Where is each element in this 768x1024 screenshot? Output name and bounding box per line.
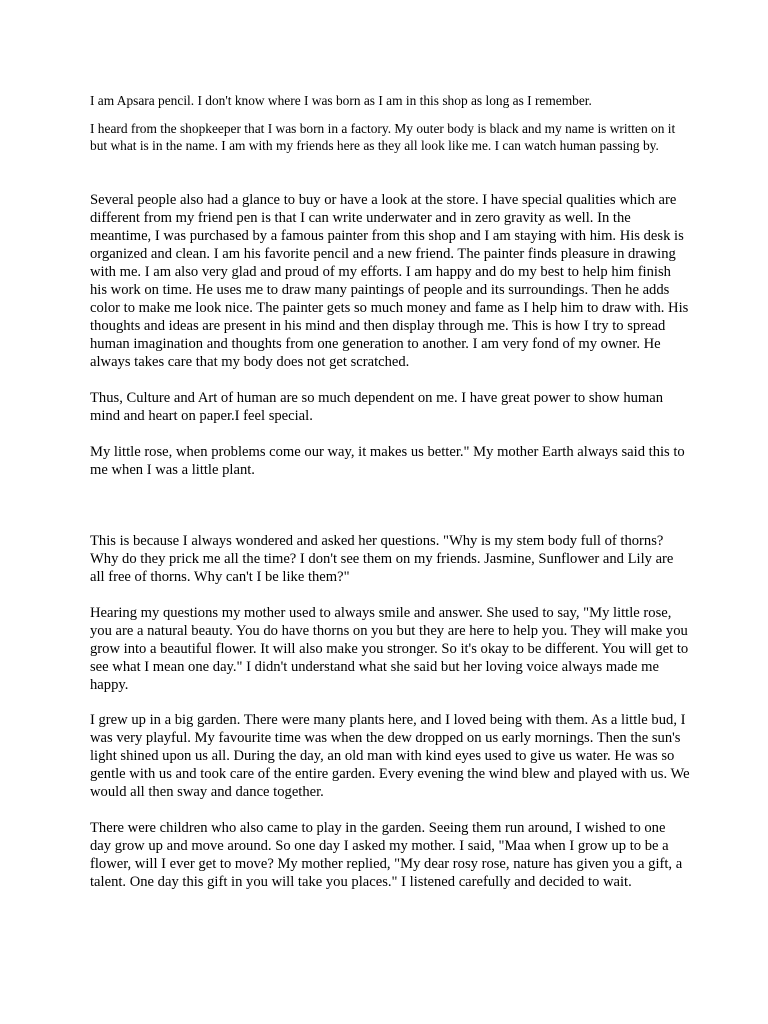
paragraph-8: I grew up in a big garden. There were many plants here, and I loved being with them. As a little bud, I was very playful. My favourite time was when the dew dropped on us early mornings. Then the sun's light shined upon us all. During the day, an old man with kind eyes used to give us water. He was so gentle with us and took care of the entire garden. Every evening the wind blew and played with us. We would all then sway and dance together.	[90, 712, 690, 800]
paragraph-5: My little rose, when problems come our way, it makes us better." My mother Earth always said this to me when I was a little plant.	[90, 444, 685, 478]
paragraph-6: This is because I always wondered and asked her questions. "Why is my stem body full of thorns? Why do they prick me all the time? I don't see them on my friends. Jasmine, Sunflower and Lily are all free of thorns. Why can't I be like them?"	[90, 533, 674, 585]
paragraph-9: There were children who also came to play in the garden. Seeing them run around, I wished to one day grow up and move around. So one day I asked my mother. I said, "Maa when I grow up to be a flower, will I ever get to move? My mother replied, "My dear rosy rose, nature has given you a gift, a talent. One day this gift in you will take you places." I listened carefully and decided to wait.	[90, 820, 683, 890]
paragraph-7: Hearing my questions my mother used to always smile and answer. She used to say, "My little rose, you are a natural beauty. You do have thorns on you but they are here to help you. They will make you grow into a beautiful flower. It will also make you stronger. So it's okay to be different. You will get to see what I mean one day." I didn't understand what she said but her loving voice always made me happy.	[90, 605, 689, 693]
paragraph-3: Several people also had a glance to buy or have a look at the store. I have special qualities which are different from my friend pen is that I can write underwater and in zero gravity as well. In the meantime, I was purchased by a famous painter from this shop and I am staying with him. His desk is organized and clean. I am his favorite pencil and a new friend. The painter finds pleasure in drawing with me. I am also very glad and proud of my efforts. I am happy and do my best to help him finish his work on time. He uses me to draw many paintings of people and its surroundings. Then he adds color to make me look nice. The painter gets so much money and fame as I help him to draw with. His thoughts and ideas are present in his mind and then display through me. This is how I try to spread human imagination and thoughts from one generation to another. I am very fond of my owner. He always takes care that my body does not get scratched.	[90, 192, 689, 370]
paragraph-1: I am Apsara pencil. I don't know where I was born as I am in this shop as long as I remember.	[90, 93, 592, 108]
paragraph-4: Thus, Culture and Art of human are so much dependent on me. I have great power to show human mind and heart on paper.I feel special.	[90, 390, 664, 424]
paragraph-2: I heard from the shopkeeper that I was born in a factory. My outer body is black and my name is written on it but what is in the name. I am with my friends here as they all look like me. I can watch human passing by.	[90, 121, 676, 153]
